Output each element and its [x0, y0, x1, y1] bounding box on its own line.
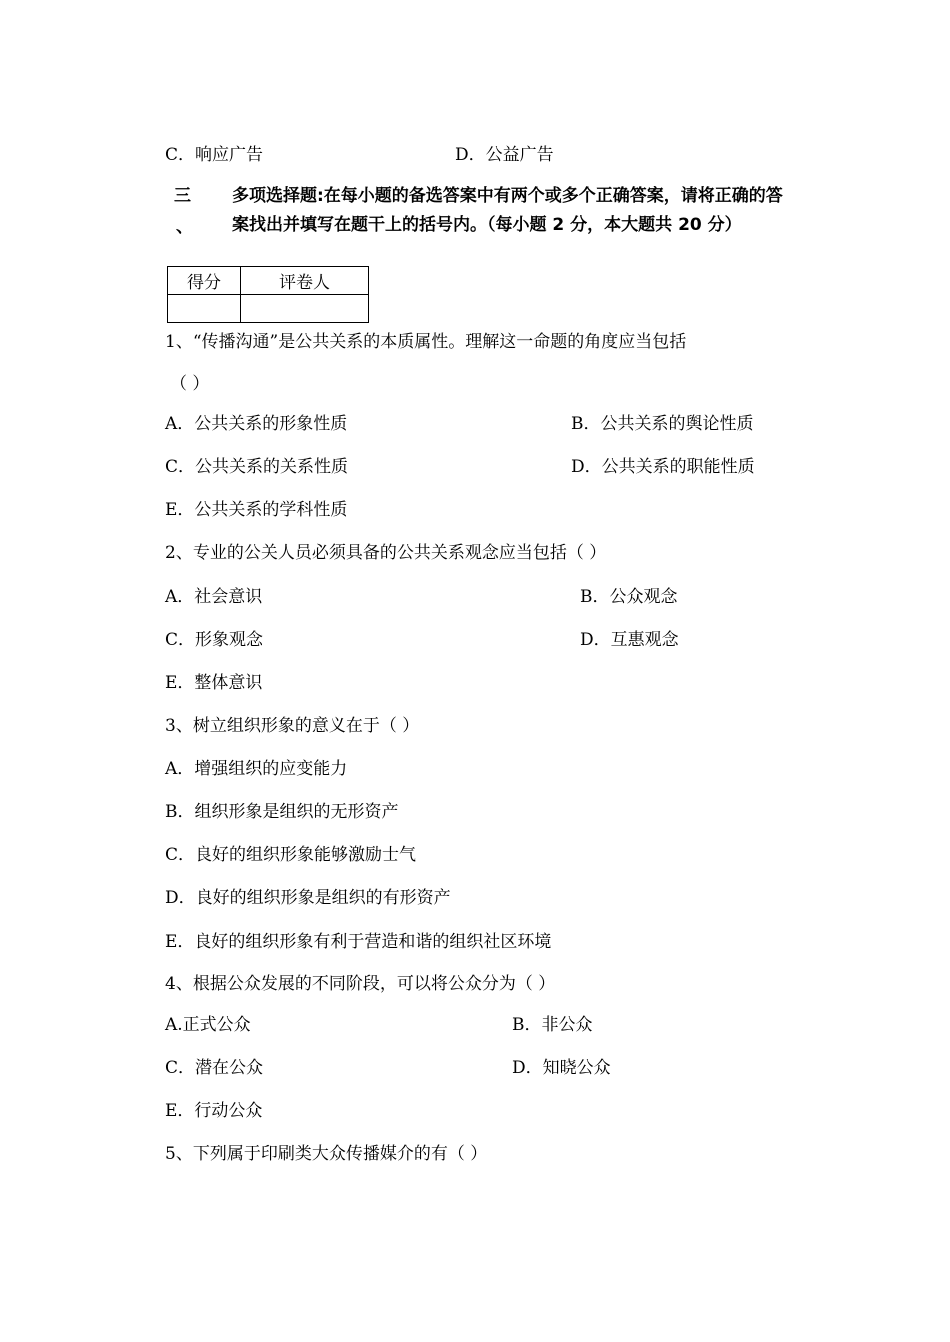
- question-4-stem: 4、根据公众发展的不同阶段，可以将公众分为（ ）: [165, 974, 556, 994]
- q4-option-e: E．行动公众: [165, 1101, 263, 1121]
- question-3-stem: 3、树立组织形象的意义在于（ ）: [165, 716, 420, 736]
- q4-option-b: B．非公众: [512, 1015, 593, 1035]
- q2-option-e: E．整体意识: [165, 673, 263, 693]
- score-header: 得分: [168, 267, 241, 295]
- q3-option-e: E．良好的组织形象有利于营造和谐的组织社区环境: [165, 932, 552, 952]
- grader-cell[interactable]: [241, 295, 369, 323]
- section-heading-line2: 案找出并填写在题干上的括号内。（每小题 2 分，本大题共 20 分）: [232, 215, 742, 235]
- q3-option-c: C．良好的组织形象能够激励士气: [165, 845, 417, 865]
- q2-option-d: D．互惠观念: [580, 630, 679, 650]
- q3-option-d: D．良好的组织形象是组织的有形资产: [165, 888, 451, 908]
- question-5-stem: 5、下列属于印刷类大众传播媒介的有（ ）: [165, 1144, 488, 1164]
- question-1-blank: （ ）: [170, 374, 210, 394]
- score-cell[interactable]: [168, 295, 241, 323]
- score-table: [167, 266, 369, 323]
- option-d-prev: D．公益广告: [455, 145, 554, 165]
- q3-option-b: B．组织形象是组织的无形资产: [165, 802, 399, 822]
- q4-option-d: D．知晓公众: [512, 1058, 611, 1078]
- grader-header: 评卷人: [241, 267, 369, 295]
- q4-option-c: C．潜在公众: [165, 1058, 264, 1078]
- option-c-prev: C．响应广告: [165, 145, 264, 165]
- q1-option-d: D．公共关系的职能性质: [571, 457, 755, 477]
- q2-option-c: C．形象观念: [165, 630, 264, 650]
- q2-option-a: A．社会意识: [165, 587, 263, 607]
- q1-option-a: A．公共关系的形象性质: [165, 414, 348, 434]
- q1-option-e: E．公共关系的学科性质: [165, 500, 348, 520]
- q2-option-b: B．公众观念: [580, 587, 678, 607]
- section-heading-line1: 多项选择题:在每小题的备选答案中有两个或多个正确答案，请将正确的答: [232, 186, 783, 206]
- question-1-stem: 1、“传播沟通”是公共关系的本质属性。理解这一命题的角度应当包括: [165, 332, 687, 352]
- section-number: 三: [174, 186, 191, 206]
- q1-option-c: C．公共关系的关系性质: [165, 457, 349, 477]
- q3-option-a: A．增强组织的应变能力: [165, 759, 348, 779]
- section-number-sep: 、: [176, 217, 193, 237]
- q1-option-b: B．公共关系的舆论性质: [571, 414, 754, 434]
- q4-option-a: A.正式公众: [165, 1015, 251, 1035]
- question-2-stem: 2、专业的公关人员必须具备的公共关系观念应当包括（ ）: [165, 543, 607, 563]
